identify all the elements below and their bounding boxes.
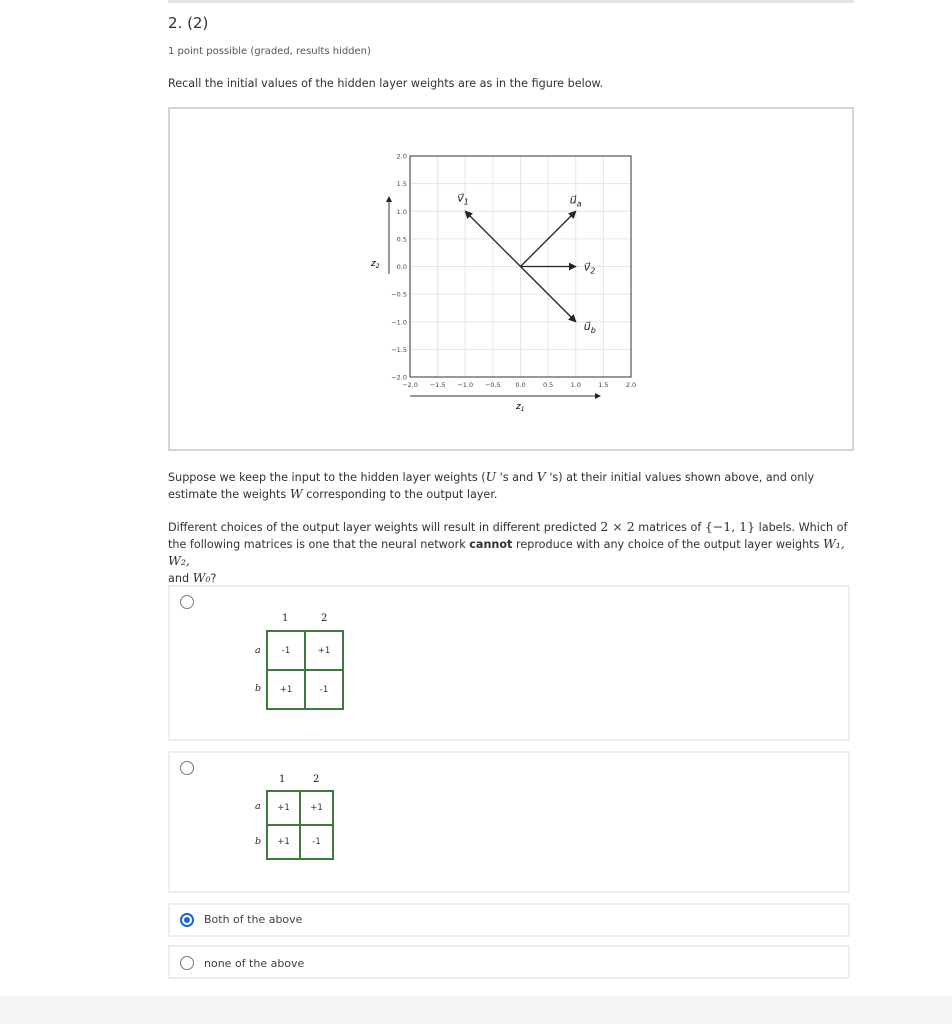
x-tick-label: 1.5 bbox=[598, 381, 609, 389]
matrix1-cell-a2: +1 bbox=[305, 631, 343, 670]
matrix2-cell-b1: +1 bbox=[267, 825, 300, 859]
top-divider bbox=[168, 0, 854, 3]
matrix2-cell-a1: +1 bbox=[267, 791, 300, 825]
choice-matrix-2[interactable] bbox=[168, 751, 850, 893]
para2-text-4: reproduce with any choice of the output layer weights bbox=[512, 538, 823, 551]
para2-set: {−1, 1} bbox=[704, 519, 756, 534]
para1-text-2: 's and bbox=[496, 471, 537, 484]
y-tick-label: −2.0 bbox=[391, 373, 407, 382]
y-tick-label: 2.0 bbox=[396, 152, 407, 161]
matrix1-col-2: 2 bbox=[321, 613, 328, 624]
x-tick-label: 2.0 bbox=[625, 381, 637, 389]
para2-text-2: matrices of bbox=[634, 521, 705, 534]
para2-text-6: ? bbox=[210, 572, 217, 585]
matrix2-grid bbox=[266, 790, 334, 860]
matrix1-row-a: a bbox=[255, 645, 261, 656]
radio-choice-2[interactable] bbox=[180, 761, 194, 775]
vector-label-ua: $u⃗_a$ bbox=[569, 193, 582, 209]
x-axis-label-main: z bbox=[516, 402, 521, 412]
choice-both-label: Both of the above bbox=[204, 913, 303, 926]
vector-label-v2: $v⃗_2$ bbox=[583, 260, 596, 276]
matrix1-cell-a1: -1 bbox=[267, 631, 305, 670]
para2-text-3: labels. Which of the following matrices is one that the neural network bbox=[168, 521, 848, 551]
x-axis-label-sub: 1 bbox=[520, 406, 525, 413]
x-tick-label: −0.5 bbox=[484, 381, 501, 389]
radio-choice-none[interactable] bbox=[180, 956, 194, 970]
y-axis-label-main: z bbox=[371, 259, 376, 269]
matrix2-col-1: 1 bbox=[279, 774, 286, 785]
matrix1-col-1: 1 bbox=[282, 613, 289, 624]
y-axis-label-sub: 2 bbox=[375, 263, 380, 270]
para2-w0: W₀ bbox=[192, 570, 211, 585]
paragraph-setup bbox=[168, 469, 858, 503]
matrix1-cell-b2: -1 bbox=[305, 670, 343, 709]
vector-label-v1: $v⃗_1$ bbox=[457, 191, 469, 207]
matrix1-grid bbox=[266, 630, 344, 710]
x-tick-label: −1.0 bbox=[457, 381, 474, 389]
matrix2-cell-b2: -1 bbox=[300, 825, 333, 859]
para2-w12: W₁, W₂, bbox=[168, 536, 845, 568]
para1-var-v: V bbox=[536, 469, 546, 484]
para1-text-4: corresponding to the output layer. bbox=[302, 488, 498, 501]
y-tick-label: 0.5 bbox=[396, 235, 407, 244]
x-tick-label: 1.0 bbox=[570, 381, 581, 389]
y-tick-label: 1.0 bbox=[396, 207, 407, 216]
radio-choice-1[interactable] bbox=[180, 595, 194, 609]
para1-text-3: 's) at their initial values shown above, and only estimate the weights bbox=[168, 471, 815, 501]
matrix1-cell-b1: +1 bbox=[267, 670, 305, 709]
para2-dim: 2 × 2 bbox=[600, 519, 635, 534]
x-tick-label: 0.5 bbox=[542, 381, 554, 389]
y-tick-label: 1.5 bbox=[396, 180, 407, 189]
x-axis-label bbox=[515, 402, 525, 413]
vector-plot bbox=[170, 109, 852, 449]
para2-text-1: Different choices of the output layer weights will result in different predicted bbox=[168, 521, 601, 534]
radio-choice-both[interactable] bbox=[180, 913, 194, 927]
y-tick-label: −1.0 bbox=[391, 318, 407, 327]
y-axis-label bbox=[370, 259, 380, 270]
problem-title: 2. (2) bbox=[168, 14, 209, 32]
para1-var-w: W bbox=[289, 486, 303, 501]
problem-intro: Recall the initial values of the hidden layer weights are as in the figure below. bbox=[168, 77, 604, 90]
paragraph-question bbox=[168, 519, 858, 587]
y-tick-label: −0.5 bbox=[391, 290, 407, 299]
choice-none[interactable] bbox=[168, 945, 850, 979]
matrix2-cell-a2: +1 bbox=[300, 791, 333, 825]
matrix2-row-a: a bbox=[255, 801, 261, 812]
x-tick-label: −2.0 bbox=[402, 381, 418, 389]
para2-text-5: and bbox=[168, 572, 193, 585]
y-tick-label: 0.0 bbox=[396, 263, 407, 271]
matrix2-col-2: 2 bbox=[313, 774, 320, 785]
para1-text-1: Suppose we keep the input to the hidden layer weights ( bbox=[168, 471, 486, 484]
para2-bold: cannot bbox=[469, 538, 513, 551]
choice-none-label: none of the above bbox=[204, 957, 305, 970]
para1-var-u: U bbox=[485, 469, 497, 484]
x-tick-label: −1.5 bbox=[429, 381, 446, 389]
page-footer bbox=[0, 996, 952, 1024]
x-tick-label: 0.0 bbox=[515, 381, 526, 389]
vector-label-ub: $u⃗_b$ bbox=[583, 319, 596, 335]
matrix1-row-b: b bbox=[255, 683, 262, 694]
figure-panel bbox=[168, 107, 854, 451]
plot-ticks bbox=[391, 153, 636, 390]
matrix2-row-b: b bbox=[255, 836, 262, 847]
plot-vectors bbox=[457, 191, 596, 335]
problem-meta: 1 point possible (graded, results hidden) bbox=[168, 46, 371, 57]
choice-both[interactable] bbox=[168, 903, 850, 937]
y-tick-label: −1.5 bbox=[391, 345, 407, 354]
choice-matrix-1[interactable] bbox=[168, 585, 850, 741]
